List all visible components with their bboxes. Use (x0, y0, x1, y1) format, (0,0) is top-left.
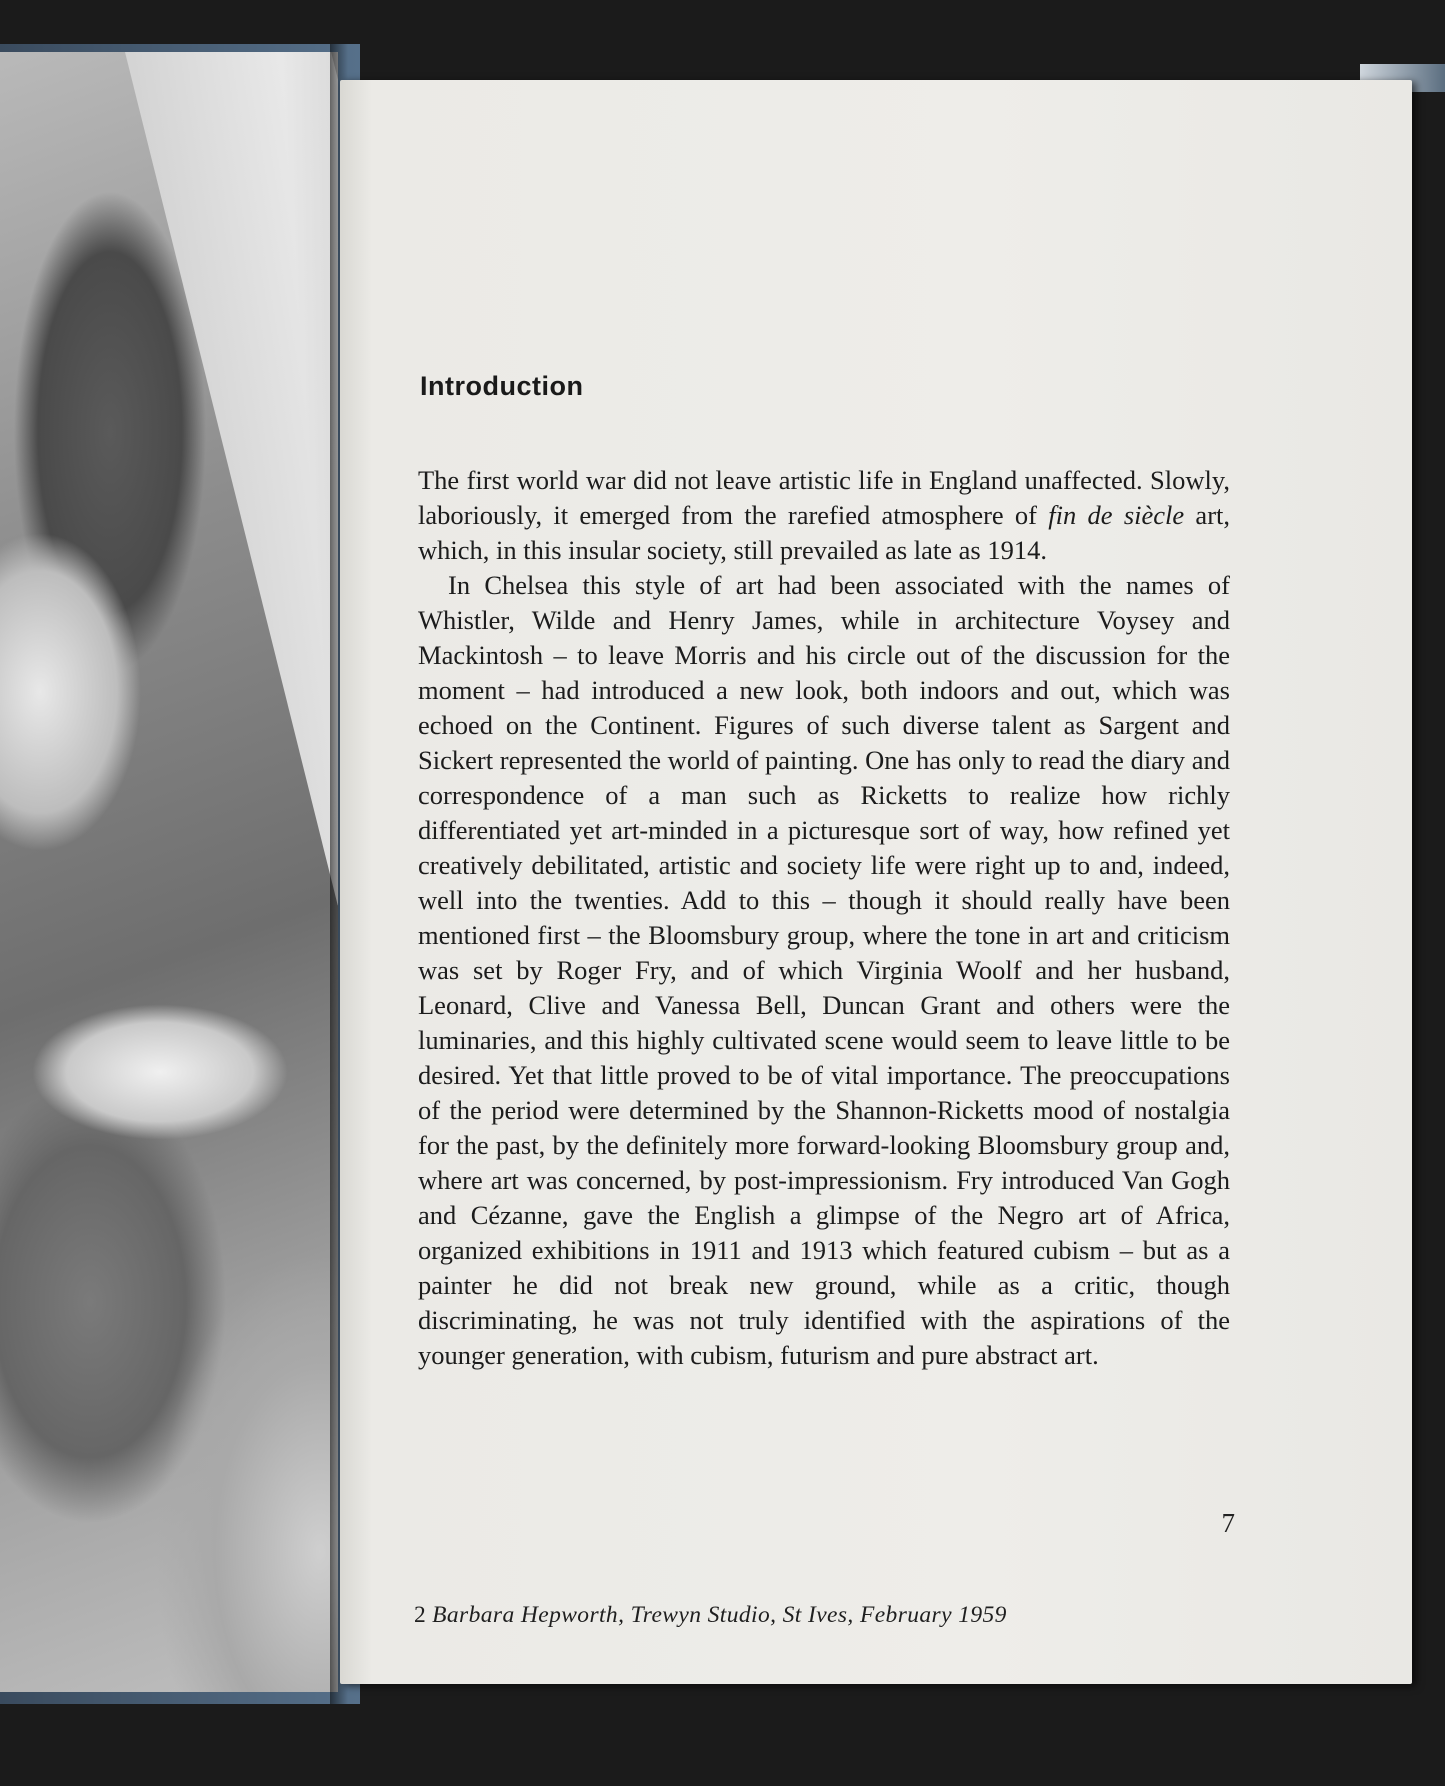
page-number: 7 (1221, 1508, 1235, 1538)
caption-number: 2 (414, 1602, 427, 1628)
paragraph-1-lead: The first world war did not leave artistic life in England unaffected. Slowly, laboriously, it emerged from the rarefied atmosphere of (418, 465, 1230, 530)
caption-text: Barbara Hepworth, Trewyn Studio, St Ives, February 1959 (432, 1602, 1007, 1628)
photo-highlight (120, 52, 338, 905)
paragraph-1-italic: fin de siècle (1048, 500, 1185, 530)
paragraph-1 (418, 463, 1230, 568)
facing-page-photograph (0, 52, 338, 1692)
chapter-heading: Introduction (420, 371, 584, 401)
paragraph-1-rest: art, which, in this insular society, still prevailed as late as 1914. (418, 500, 1231, 565)
body-text (418, 463, 1230, 1373)
photo-caption (414, 1602, 1007, 1629)
paragraph-2: In Chelsea this style of art had been associated with the names of Whistler, Wilde and Henry James, while in architecture Voysey and Mackintosh – to leave Morris and his circle out of the discussion for the moment – had introduced a new look, both indoors and out, which was echoed on the Continent. Figures of such diverse talent as Sargent and Sickert represented the world of painting. One has only to read the diary and correspondence of a man such as Ricketts to realize how richly differentiated yet art-minded in a picturesque sort of way, how refined yet creatively debilitated, artistic and society life were right up to and, indeed, well into the twenties. Add to this – though it should really have been mentioned first – the Bloomsbury group, where the tone in art and criticism was set by Roger Fry, and of which Virginia Woolf and her husband, Leonard, Clive and Vanessa Bell, Duncan Grant and others were the luminaries, and this highly cultivated scene would seem to leave little to be desired. Yet that little proved to be of vital importance. The preoccupations of the period were determined by the Shannon-Ricketts mood of nostalgia for the past, by the definitely more forward-looking Bloomsbury group and, where art was concerned, by post-impressionism. Fry introduced Van Gogh and Cézanne, gave the English a glimpse of the Negro art of Africa, organized exhibitions in 1911 and 1913 which featured cubism – but as a painter he did not break new ground, while as a critic, though discriminating, he was not truly identified with the aspirations of the younger generation, with cubism, futurism and pure abstract art. (418, 570, 1230, 1370)
